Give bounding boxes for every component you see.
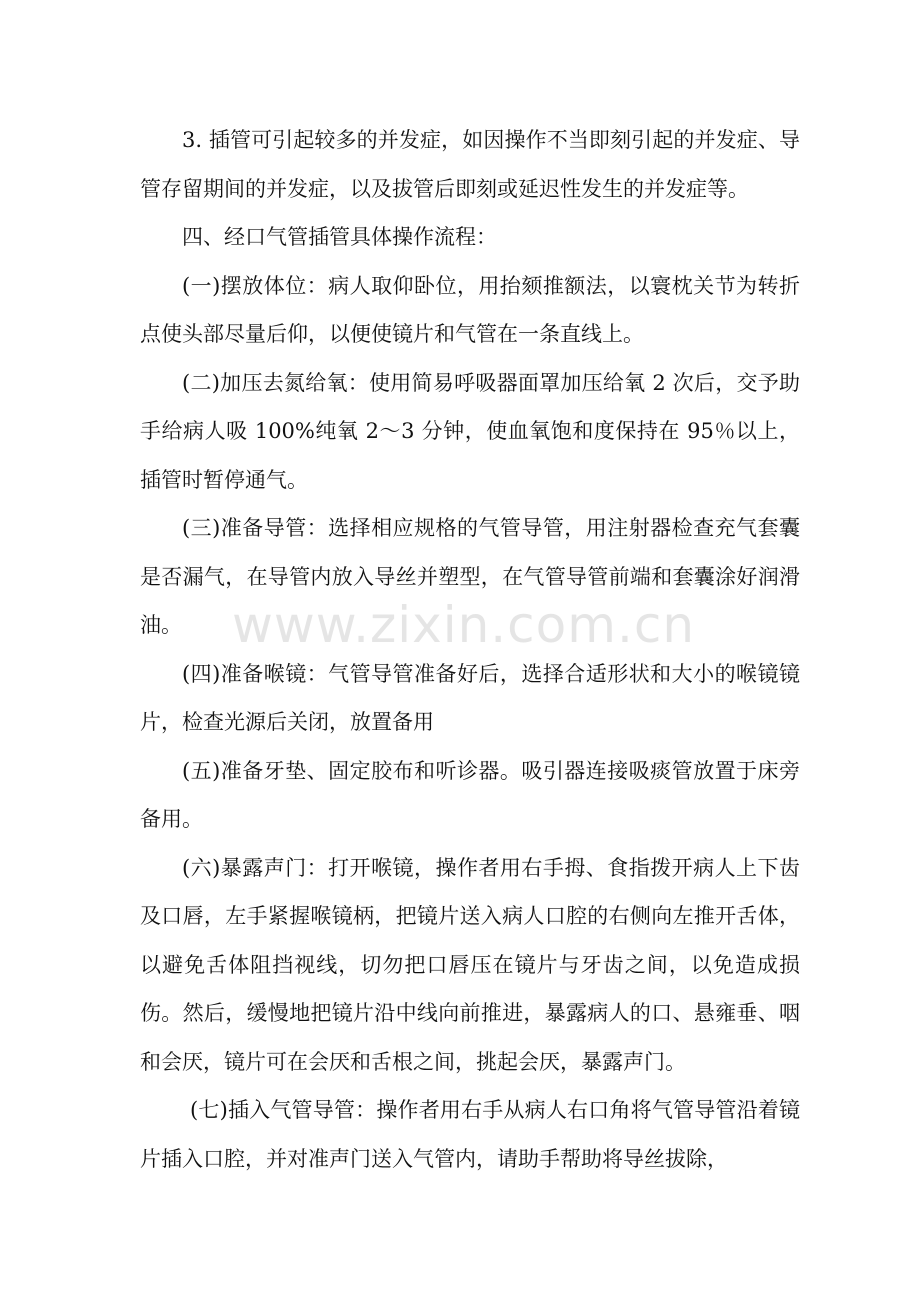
paragraph-step-5-supplies: (五)准备牙垫、固定胶布和听诊器。吸引器连接吸痰管放置于床旁备用。 [140, 758, 800, 831]
paragraph-step-6-glottis-exposure: (六)暴露声门：打开喉镜，操作者用右手拇、食指拨开病人上下齿及口唇，左手紧握喉镜柄，把镜片送入病人口腔的右侧向左推开舌体，以避免舌体阻挡视线，切勿把口唇压在镜片与牙齿之间，以免造成损伤。然后，缓慢地把镜片沿中线向前推进，暴露病人的口、悬雍垂、咽和会厌，镜片可在会厌和舌根之间，挑起会厌，暴露声门。 [140, 855, 800, 1074]
paragraph-step-3-tube-prep: (三)准备导管：选择相应规格的气管导管，用注射器检查充气套囊是否漏气，在导管内放入导丝并塑型，在气管导管前端和套囊涂好润滑油。 [140, 516, 800, 637]
paragraph-step-7-tube-insertion: (七)插入气管导管：操作者用右手从病人右口角将气管导管沿着镜片插入口腔，并对准声门送入气管内，请助手帮助将导丝拔除， [140, 1098, 800, 1171]
paragraph-step-2-oxygenation: (二)加压去氮给氧：使用简易呼吸器面罩加压给氧 2 次后，交予助手给病人吸 100%纯氧 2～3 分钟，使血氧饱和度保持在 95％以上，插管时暂停通气。 [140, 370, 800, 492]
watermark-text: www.zixin.com.cn [232, 596, 696, 654]
paragraph-complications: 3. 插管可引起较多的并发症，如因操作不当即刻引起的并发症、导管存留期间的并发症，以及拔管后即刻或延迟性发生的并发症等。 [140, 128, 800, 201]
section-heading-procedure: 四、经口气管插管具体操作流程： [182, 225, 497, 249]
paragraph-step-1-positioning: (一)摆放体位：病人取仰卧位，用抬颏推额法，以寰枕关节为转折点使头部尽量后仰，以便使镜片和气管在一条直线上。 [140, 273, 800, 346]
document-body [140, 116, 800, 1183]
paragraph-step-4-laryngoscope: (四)准备喉镜：气管导管准备好后，选择合适形状和大小的喉镜镜片，检查光源后关闭，放置备用 [140, 661, 800, 734]
